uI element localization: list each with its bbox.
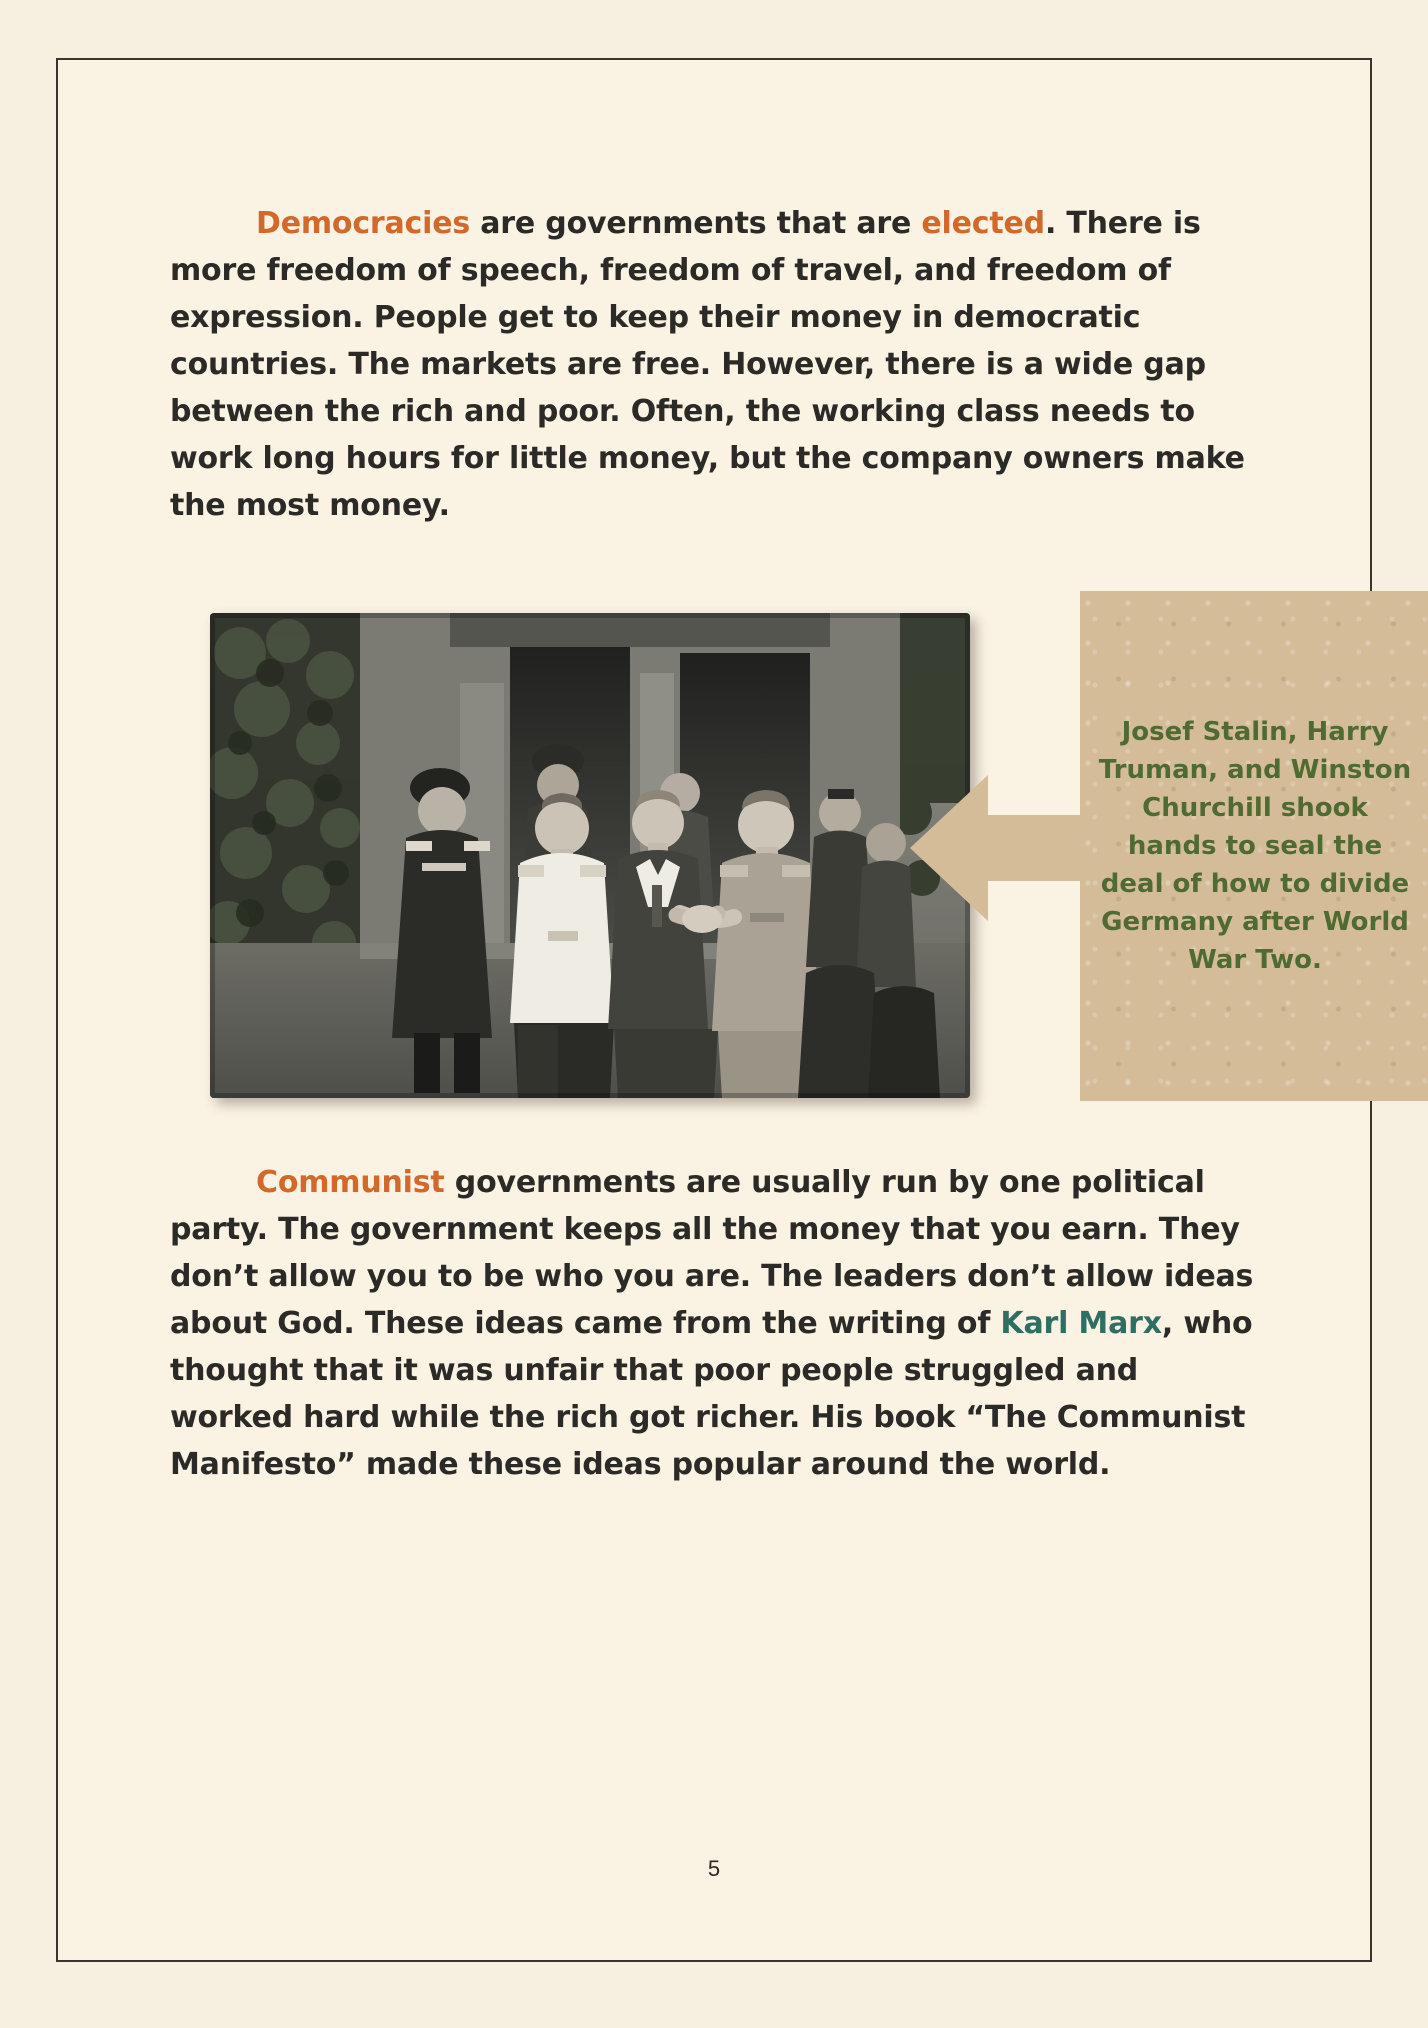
paragraph-communist: [170, 1159, 1270, 1488]
democracies-body: . There is more freedom of speech, freedom of travel, and freedom of expression. People get to keep their money in democratic countries. The markets are free. However, there is a wide gap between the rich and poor. Often, the working class needs to work long hours for little money, but the company owners make the most money.: [170, 206, 1245, 523]
term-communist: Communist: [256, 1165, 445, 1200]
paragraph-democracies: [170, 200, 1270, 529]
democracies-lead-rest: are governments that are: [470, 206, 922, 241]
communist-part2: , who thought that it was unfair that poor people struggled and worked hard while the rich got richer. His book “The Communist Manifesto” made these ideas popular around the world.: [170, 1306, 1253, 1482]
figure-row: [170, 591, 1412, 1101]
term-elected: elected: [921, 206, 1045, 241]
term-democracies: Democracies: [256, 206, 471, 241]
term-karl-marx: Karl Marx: [1000, 1306, 1162, 1341]
communist-part1: governments are usually run by one political party. The government keeps all the money that you earn. They don’t allow you to be who you are. The leaders don’t allow ideas about God. These ideas came from the writing of: [170, 1165, 1254, 1341]
photo-illustration: [210, 613, 970, 1098]
callout-arrow-icon: [910, 763, 1090, 933]
photo-potsdam-leaders: [210, 613, 970, 1098]
callout-caption: Josef Stalin, Harry Truman, and Winston Churchill shook hands to seal the deal of how to divide Germany after World War Two.: [1098, 717, 1412, 975]
callout-box: [1080, 591, 1428, 1101]
document-page: [56, 58, 1412, 1962]
page-content: [170, 170, 1412, 1518]
page-number: 5: [707, 1856, 721, 1881]
